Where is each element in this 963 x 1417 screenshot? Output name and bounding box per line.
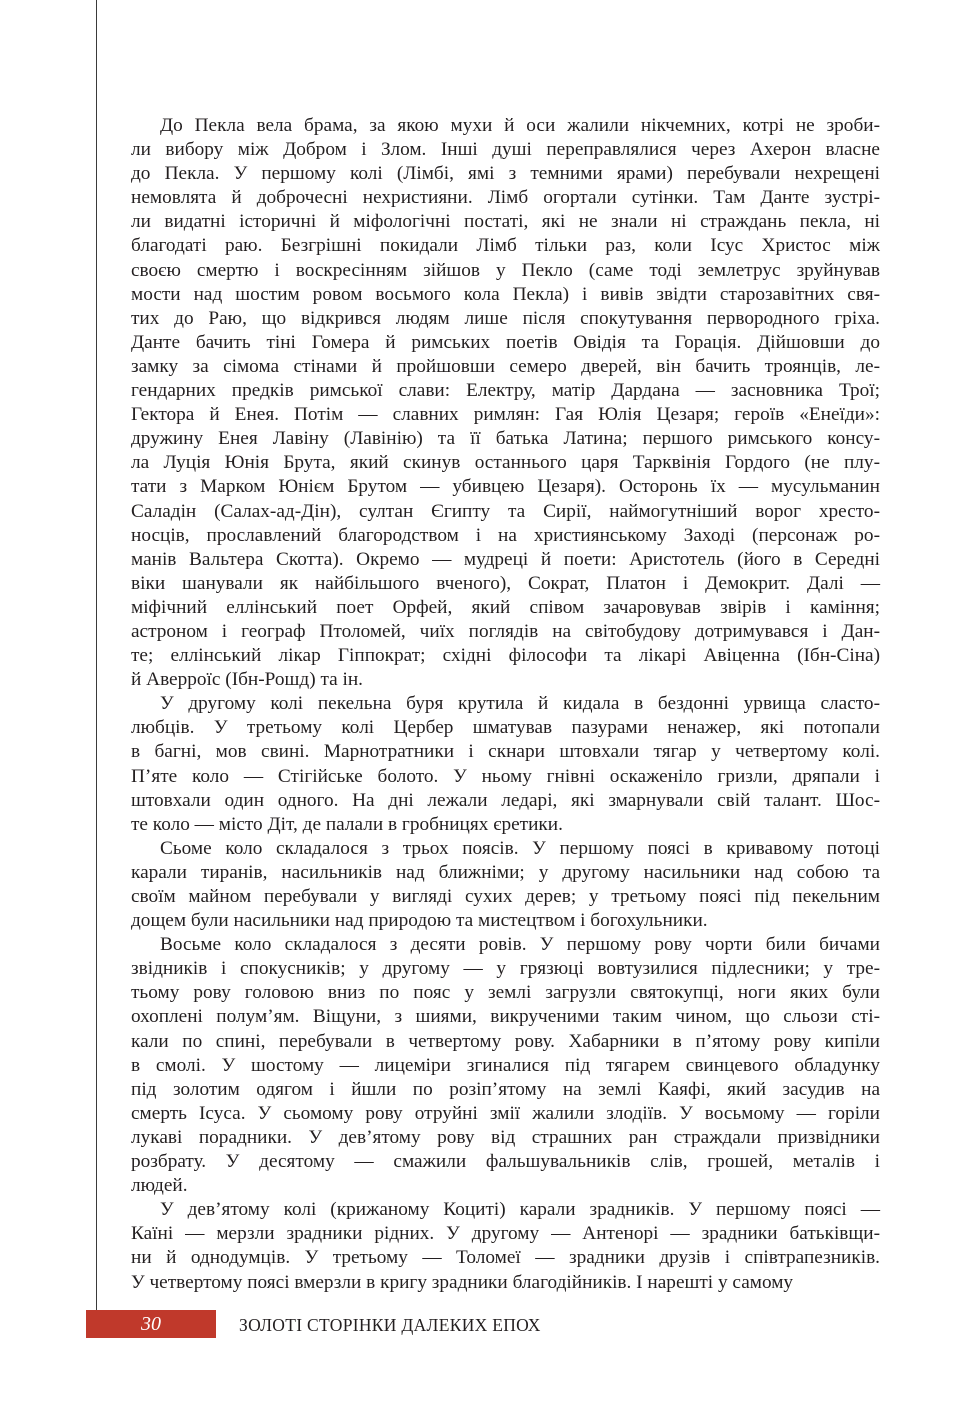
text-line: тати з Марком Юнієм Брутом — убивцею Цезаря). Осторонь їх — мусульманин	[131, 476, 880, 498]
text-line: й Аверроїс (Ібн-Рошд) та ін.	[131, 669, 363, 691]
text-line: під золотим одягом і йшли по розіп’ятому на землі Каяфі, який засудив на	[131, 1078, 880, 1100]
text-line: манів Вальтера Скотта). Окремо — мудреці й поети: Аристотель (його в Середні	[131, 548, 880, 570]
text-line: в смолі. У шостому — лицеміри згиналися під тягарем свинцевого обладунку	[131, 1054, 880, 1076]
text-line: те; еллінський лікар Гіппократ; східні філософи та лікарі Авіценна (Ібн-Сіна)	[131, 645, 880, 667]
text-line: тьому рову головою вниз по пояс у землі загрузли святокупці, ноги яких були	[131, 982, 880, 1004]
text-line: Саладін (Салах-ад-Дін), султан Єгипту та Сирії, наймогутніший ворог хресто-	[131, 500, 880, 522]
text-line: в багні, мов свині. Марнотратники і скнари штовхали тягар у четвертому колі.	[131, 741, 880, 763]
text-line: штовхали один одного. На дні лежали ледарі, які змарнували свій талант. Шос-	[131, 789, 880, 811]
text-line: У другому колі пекельна буря крутила й кидала в бездонні урвища сласто-	[160, 693, 880, 715]
text-line: смерть Ісуса. У сьомому рову отруйні змії жалили злодіїв. У восьмому — горіли	[131, 1102, 880, 1124]
text-line: лукаві порадники. У дев’ятому рову від страшних ран страждали призвідники	[131, 1126, 880, 1148]
text-line: замку за сімома стінами й пройшовши семеро дверей, він бачить троянців, ле-	[131, 355, 880, 377]
text-line: ни й однодумців. У третьому — Толомеї — зрадники друзів і співтрапезників.	[131, 1247, 880, 1269]
text-line: кали по спині, перебували в четвертому рову. Хабарники в п’ятому рову кипіли	[131, 1030, 880, 1052]
text-line: розбрату. У десятому — смажили фальшувальників слів, грошей, металів і	[131, 1151, 880, 1173]
text-line: міфічний еллінський поет Орфей, який співом зачаровував звірів і каміння;	[131, 596, 880, 618]
page-number-tab	[86, 1310, 216, 1338]
text-line: Восьме коло складалося з десяти ровів. У першому рову чорти били бичами	[160, 934, 880, 956]
text-line: ла Луція Юнія Брута, який скинув останнього царя Тарквінія Гордого (не плу-	[131, 452, 880, 474]
text-line: дружину Енея Лавіну (Лавінію) та її батька Латина; першого римського консу-	[131, 428, 880, 450]
paragraph	[131, 837, 880, 933]
margin-rule	[96, 0, 97, 1322]
text-line: своїм майном перебували у вигляді сухих дерев; у третьому поясі під пекельним	[131, 886, 880, 907]
text-line: немовлята й доброчесні нехристияни. Лімб огортали сутінки. Там Данте зустрі-	[131, 187, 880, 209]
text-line: Данте бачить тіні Гомера й римських поетів Овідія та Горація. Дійшовши до	[131, 331, 880, 353]
paragraph	[131, 692, 880, 837]
text-line: до Пекла. У першому колі (Лімбі, ямі з темними ярами) перебували нехрещені	[131, 163, 880, 185]
text-line: благодаті раю. Безгрішні покидали Лімб тільки раз, коли Ісус Христос між	[131, 235, 880, 257]
text-line: віки шанували як найбільшого вченого), Сократ, Платон і Демокрит. Далі —	[131, 572, 880, 594]
text-line: мости над шостим ровом восьмого кола Пекла) і вивів звідти старозавітних свя-	[131, 283, 880, 305]
text-line: Гектора й Енея. Потім — славних римлян: Гая Юлія Цезаря; героїв «Енеїди»:	[131, 404, 880, 426]
text-line: У дев’ятому колі (крижаному Коциті) карали зрадників. У першому поясі —	[160, 1199, 880, 1221]
text-line: ли видатні історичні й міфологічні постаті, які не знали ні страждань пекла, ні	[131, 211, 880, 233]
running-title: ЗОЛОТІ СТОРІНКИ ДАЛЕКИХ ЕПОХ	[239, 1315, 541, 1335]
text-line: дощем були насильники над природою та мистецтвом і богохульники.	[131, 910, 708, 932]
text-line: охоплені полум’ям. Віщуни, з шиями, викрученими таким чином, що сльози сті-	[131, 1006, 880, 1028]
text-line: тих до Раю, що відкрився людям лише після спокутування первородного гріха.	[131, 307, 880, 329]
body-text	[131, 114, 880, 1295]
text-line: карали тиранів, насильників над ближніми; у другому насильники над собою та	[131, 861, 880, 883]
text-line: гендарних предків римської слави: Електру, матір Дардана — засновника Трої;	[131, 380, 880, 402]
text-line: Сьоме коло складалося з трьох поясів. У першому поясі в кривавому потоці	[160, 837, 880, 859]
text-line: П’яте коло — Стігійське болото. У ньому гнівні оскаженіло гризли, дряпали і	[131, 765, 880, 787]
paragraph	[131, 114, 880, 692]
text-line: любців. У третьому колі Цербер шматував пазурами ненажер, які потопали	[131, 717, 880, 739]
paragraph	[131, 1198, 880, 1294]
text-line: носців, прославлений благородством і на християнському Заході (персонаж ро-	[131, 524, 880, 546]
text-line: звідників і спокусників; у другому — у грязюці вовтузилися підлесники; у тре-	[131, 958, 880, 980]
text-line: До Пекла вела брама, за якою мухи й оси жалили нікчемних, котрі не зроби-	[160, 115, 880, 136]
page-number: 30	[141, 1313, 161, 1335]
text-line: те коло — місто Діт, де палали в гробницях єретики.	[131, 813, 563, 835]
text-line: ли вибору між Добром і Злом. Інші душі переправлялися через Ахерон власне	[131, 139, 880, 161]
text-line: людей.	[131, 1175, 188, 1197]
paragraph	[131, 933, 880, 1198]
text-line: Каїні — мерзли зрадники рідних. У другому — Антенорі — зрадники батьківщи-	[131, 1223, 880, 1245]
text-line: своєю смертю і воскресінням зійшов у Пекло (саме тоді землетрус зруйнував	[131, 259, 880, 281]
text-line: астроном і географ Птоломей, чиїх поглядів на світобудову дотримувався і Дан-	[131, 620, 880, 642]
text-line: У четвертому поясі вмерзли в кригу зрадники благодійників. І нарешті у самому	[131, 1271, 794, 1293]
